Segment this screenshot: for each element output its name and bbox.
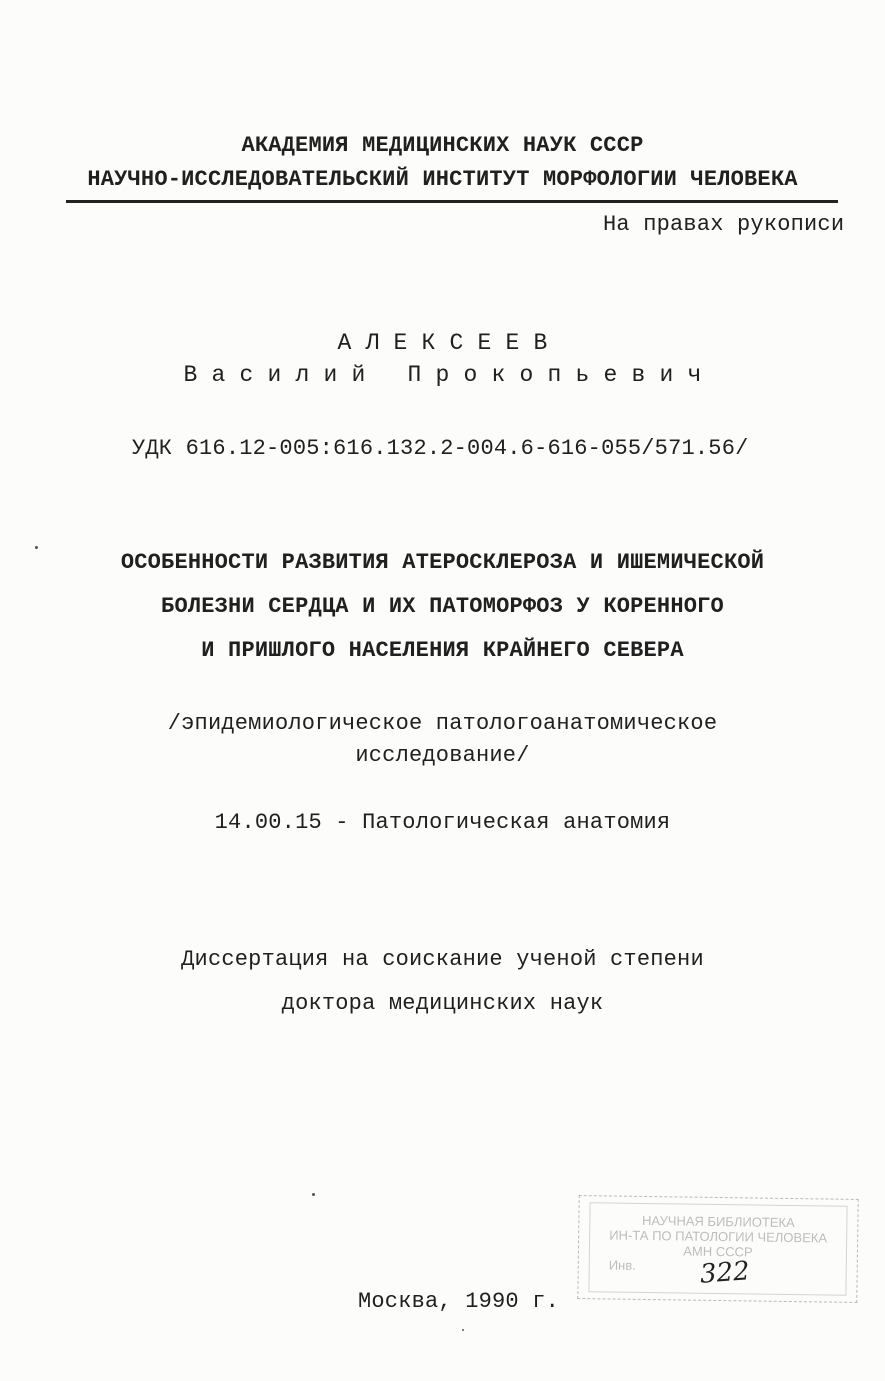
scan-speck bbox=[312, 1193, 315, 1196]
udk-code: УДК 616.12-005:616.132.2-004.6-616-055/571.56/ bbox=[132, 436, 749, 461]
subtitle-line-2: исследование/ bbox=[355, 743, 530, 768]
specialty: 14.00.15 - Патологическая анатомия bbox=[214, 810, 671, 835]
degree-line-1: Диссертация на соискание ученой степени bbox=[181, 947, 704, 972]
scan-speck bbox=[462, 1329, 464, 1331]
stamp-line-1: НАУЧНАЯ БИБЛИОТЕКА bbox=[641, 1212, 795, 1231]
header-divider bbox=[66, 200, 838, 203]
institute-heading: НАУЧНО-ИССЛЕДОВАТЕЛЬСКИЙ ИНСТИТУТ МОРФОЛОГИИ ЧЕЛОВЕКА bbox=[87, 167, 798, 192]
stamp-inventory-number: 322 bbox=[699, 1256, 751, 1290]
title-line-2: БОЛЕЗНИ СЕРДЦА И ИХ ПАТОМОРФОЗ У КОРЕННОГО bbox=[161, 594, 724, 619]
rights-notice: На правах рукописи bbox=[603, 212, 845, 237]
place-and-year: Москва, 1990 г. bbox=[358, 1289, 560, 1314]
author-surname: А Л Е К С Е Е В bbox=[337, 330, 548, 356]
academy-heading: АКАДЕМИЯ МЕДИЦИНСКИХ НАУК СССР bbox=[241, 133, 644, 158]
author-given-names: В а с и л и й П р о к о п ь е в и ч bbox=[183, 362, 702, 388]
subtitle-line-1: /эпидемиологическое патологоанатомическое bbox=[167, 711, 718, 736]
degree-line-2: доктора медицинских наук bbox=[281, 991, 604, 1016]
stamp-line-3: АМН СССР bbox=[683, 1243, 753, 1260]
stamp-line-4: Инв. bbox=[608, 1257, 636, 1273]
title-line-1: ОСОБЕННОСТИ РАЗВИТИЯ АТЕРОСКЛЕРОЗА И ИШЕМИЧЕСКОЙ bbox=[120, 550, 765, 575]
title-line-3: И ПРИШЛОГО НАСЕЛЕНИЯ КРАЙНЕГО СЕВЕРА bbox=[201, 638, 684, 663]
scan-speck bbox=[35, 546, 38, 549]
stamp-line-2: ИН-ТА ПО ПАТОЛОГИИ ЧЕЛОВЕКА bbox=[609, 1227, 828, 1246]
